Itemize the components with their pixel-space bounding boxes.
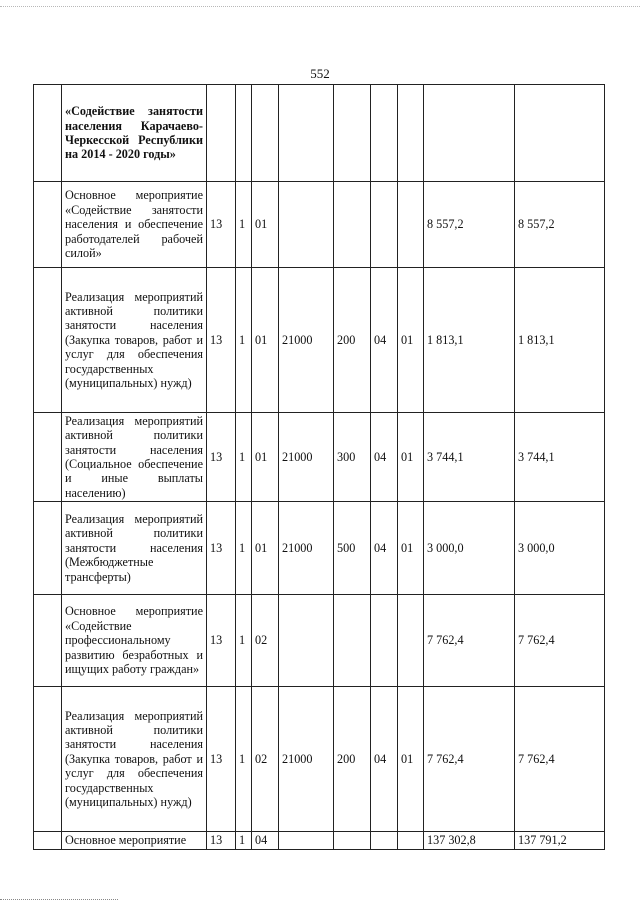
col-target-article: 21000 [279,502,334,595]
row-description: «Содействие занятости населения Карачаево-Черкесской Республики на 2014 - 2020 годы» [62,85,207,182]
col-expense-type [334,832,371,850]
col-amount-1: 1 813,1 [424,268,515,413]
col-amount-2: 137 791,2 [515,832,605,850]
page-number: 552 [310,66,330,81]
col-target-article: 21000 [279,413,334,502]
col-subsection [398,182,424,268]
row-number-cell [34,595,62,687]
col-code-3: 01 [252,182,279,268]
col-code-1: 13 [207,832,236,850]
col-code-2: 1 [236,413,252,502]
col-section [371,832,398,850]
col-code-3: 01 [252,268,279,413]
col-section [371,182,398,268]
col-code-3: 02 [252,687,279,832]
row-number-cell [34,85,62,182]
col-expense-type: 500 [334,502,371,595]
col-amount-2 [515,85,605,182]
row-number-cell [34,413,62,502]
col-code-1: 13 [207,182,236,268]
col-subsection: 01 [398,413,424,502]
col-target-article [279,182,334,268]
col-amount-2: 8 557,2 [515,182,605,268]
col-code-2: 1 [236,687,252,832]
budget-table [33,84,605,850]
row-number-cell [34,832,62,850]
col-amount-2: 3 000,0 [515,502,605,595]
table-row [34,85,605,182]
col-code-3: 04 [252,832,279,850]
col-target-article [279,832,334,850]
row-description: Основное мероприятие [62,832,207,850]
row-number-cell [34,268,62,413]
table-row [34,595,605,687]
col-subsection: 01 [398,268,424,413]
col-section [371,85,398,182]
col-code-1: 13 [207,268,236,413]
col-code-2: 1 [236,595,252,687]
table-row [34,182,605,268]
col-target-article [279,85,334,182]
col-amount-1 [424,85,515,182]
col-amount-1: 7 762,4 [424,595,515,687]
col-code-1: 13 [207,413,236,502]
col-section: 04 [371,502,398,595]
row-description: Реализация мероприятий активной политики занятости населения (Закупка товаров, работ и услуг для обеспечения государственных (муниципальных) нужд) [62,687,207,832]
col-code-2: 1 [236,502,252,595]
col-subsection [398,595,424,687]
table-row [34,413,605,502]
col-code-1 [207,85,236,182]
col-amount-2: 7 762,4 [515,595,605,687]
col-section: 04 [371,687,398,832]
col-amount-1: 8 557,2 [424,182,515,268]
col-code-2: 1 [236,268,252,413]
col-amount-1: 137 302,8 [424,832,515,850]
row-description: Реализация мероприятий активной политики занятости населения (Закупка товаров, работ и услуг для обеспечения государственных (муниципальных) нужд) [62,268,207,413]
col-target-article: 21000 [279,268,334,413]
col-subsection [398,832,424,850]
col-subsection [398,85,424,182]
col-code-3: 01 [252,413,279,502]
table-row [34,268,605,413]
col-target-article [279,595,334,687]
col-amount-2: 3 744,1 [515,413,605,502]
col-expense-type [334,85,371,182]
col-expense-type: 300 [334,413,371,502]
col-code-2 [236,85,252,182]
col-subsection: 01 [398,502,424,595]
row-description: Основное мероприятие «Содействие профессиональному развитию безработных и ищущих работу граждан» [62,595,207,687]
col-target-article: 21000 [279,687,334,832]
table-row [34,832,605,850]
row-number-cell [34,182,62,268]
col-code-3: 01 [252,502,279,595]
scan-artifact-line [0,6,640,21]
col-code-1: 13 [207,502,236,595]
row-number-cell [34,687,62,832]
footer-scan-mark [0,899,118,900]
table-row [34,502,605,595]
col-section: 04 [371,268,398,413]
row-description: Основное мероприятие «Содействие занятости населения и обеспечение работодателей рабочей силой» [62,182,207,268]
col-expense-type [334,182,371,268]
col-amount-1: 3 744,1 [424,413,515,502]
col-amount-2: 7 762,4 [515,687,605,832]
col-expense-type: 200 [334,687,371,832]
col-amount-2: 1 813,1 [515,268,605,413]
col-subsection: 01 [398,687,424,832]
col-code-1: 13 [207,595,236,687]
col-section [371,595,398,687]
table-row [34,687,605,832]
col-amount-1: 3 000,0 [424,502,515,595]
col-expense-type: 200 [334,268,371,413]
col-code-2: 1 [236,182,252,268]
col-code-2: 1 [236,832,252,850]
col-code-3: 02 [252,595,279,687]
row-number-cell [34,502,62,595]
col-expense-type [334,595,371,687]
col-amount-1: 7 762,4 [424,687,515,832]
col-code-1: 13 [207,687,236,832]
col-section: 04 [371,413,398,502]
row-description: Реализация мероприятий активной политики занятости населения (Социальное обеспечение и иные выплаты населению) [62,413,207,502]
col-code-3 [252,85,279,182]
row-description: Реализация мероприятий активной политики занятости населения (Межбюджетные трансферты) [62,502,207,595]
